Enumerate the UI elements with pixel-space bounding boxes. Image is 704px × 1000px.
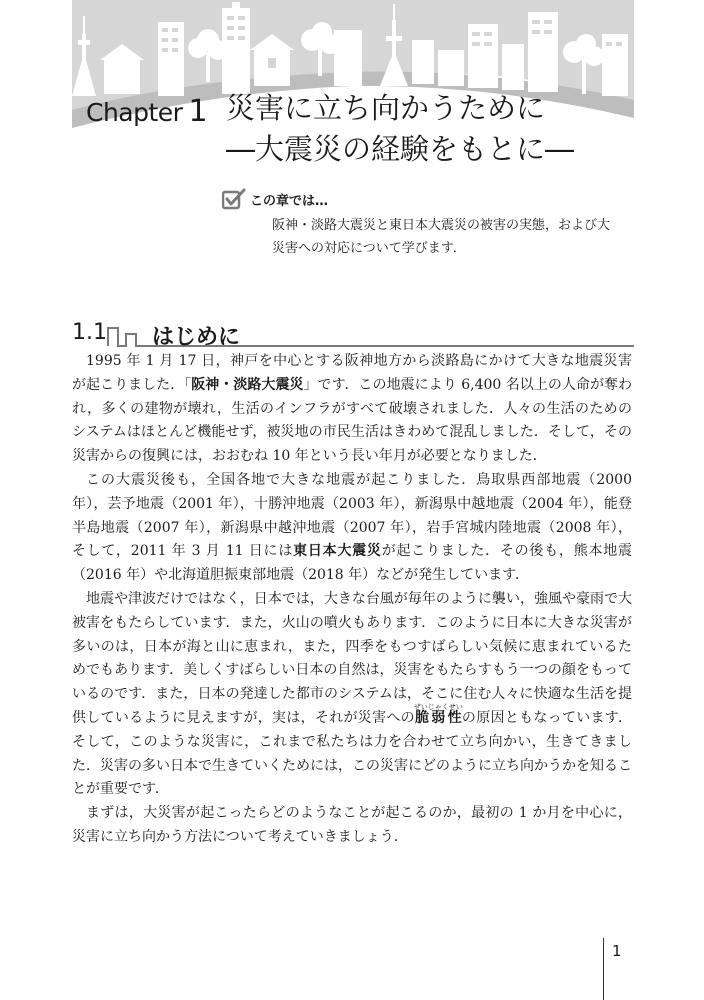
- page-number: 1: [612, 942, 622, 960]
- paragraph-3: [72, 588, 632, 802]
- chapter-word: Chapter: [86, 98, 183, 127]
- keyword-higashinihon: 東日本大震災: [293, 543, 382, 560]
- page-number-rule: [603, 938, 604, 1000]
- paragraph-2-text-a: この大震災後も，全国各地で大きな地震が起こりました．鳥取県西部地震（2000 年），芸予地震（2001 年），十勝沖地震（2003 年），新潟県中越地震（2004 年），能登半島地震（2007 年），新潟県中越沖地震（2007 年），岩手宮城内陸地震（2008 年），そして，2011 年 3 月 11 日には: [72, 471, 632, 560]
- section-number: 1.1: [72, 320, 107, 345]
- intro-body: [272, 214, 642, 260]
- paragraph-1-text-b: 」です．この地震により 6,400 名以上の人命が奪われ，多くの建物が壊れ，生活のインフラがすべて破壊されました．人々の生活のためのシステムはほとんど機能せず，被災地の市民生活はきわめて混乱しました．そして，その災害からの復興には，おおむね 10 年という長い年月が必要となりました．: [72, 376, 633, 465]
- section-heading: [72, 318, 634, 350]
- paragraph-4: まずは，大災害が起こったらどのようなことが起こるのか，最初の 1 か月を中心に，災害に立ち向かう方法について考えていきましょう．: [72, 805, 632, 845]
- chapter-title-line1: 災害に立ち向かうために: [226, 91, 546, 125]
- paragraph-3-text-b: の原因ともなっています．そして，このような災害に，これまで私たちは力を合わせて立ち向かい，生きてきました．災害の多い日本で生きていくためには，この災害にどのように立ち向かうかを知ることが重要です．: [72, 709, 632, 798]
- intro-heading-text: この章では…: [250, 193, 329, 209]
- body-text: [72, 350, 632, 850]
- chapter-intro: [222, 188, 642, 260]
- chapter-number: 1: [188, 94, 208, 129]
- section-title: はじめに: [152, 325, 241, 350]
- paragraph-3-text-a: 地震や津波だけではなく，日本では，大きな台風が毎年のように襲い，強風や豪雨で大被害をもたらしています．また，火山の噴火もあります．このように日本に大きな災害が多いのは，日本が海と山に恵まれ，また，四季をもつすばらしい気候に恵まれているためでもあります．美しくすばらしい日本の自然は，災害をもたらすもう一つの顔をもっているのです．また，日本の発達した都市のシステムは，そこに住む人々に快適な生活を提供しているように見えますが，実は，それが災害への: [72, 590, 632, 726]
- chapter-title-line2: ―大震災の経験をもとに―: [226, 132, 575, 166]
- paragraph-1-text-a: 1995 年 1 月 17 日，神戸を中心とする阪神地方から淡路島にかけて大きな地震災害が起こりました．「: [72, 353, 632, 393]
- chapter-label: [86, 94, 207, 129]
- keyword-vulnerability-text: 脆弱性: [413, 709, 463, 726]
- paragraph-2-text-b: が起こりました．その後も，熊本地震（2016 年）や北海道胆振東部地震（2018 年）などが発生しています．: [72, 543, 633, 584]
- checkbox-check-icon: [222, 188, 246, 210]
- keyword-hanshin-awaji: 阪神・淡路大震災: [191, 376, 304, 393]
- intro-heading: [222, 188, 642, 210]
- keyword-vulnerability-ruby: ぜいじゃくせい: [413, 702, 463, 711]
- intro-line2: 災害への対応について学びます．: [272, 241, 466, 256]
- paragraph-1: [72, 350, 632, 469]
- intro-line1: 阪神・淡路大震災と東日本大震災の被害の実態，および大: [272, 218, 611, 233]
- paragraph-2: [72, 469, 632, 588]
- keyword-vulnerability: [413, 702, 463, 726]
- chapter-title: [226, 88, 574, 170]
